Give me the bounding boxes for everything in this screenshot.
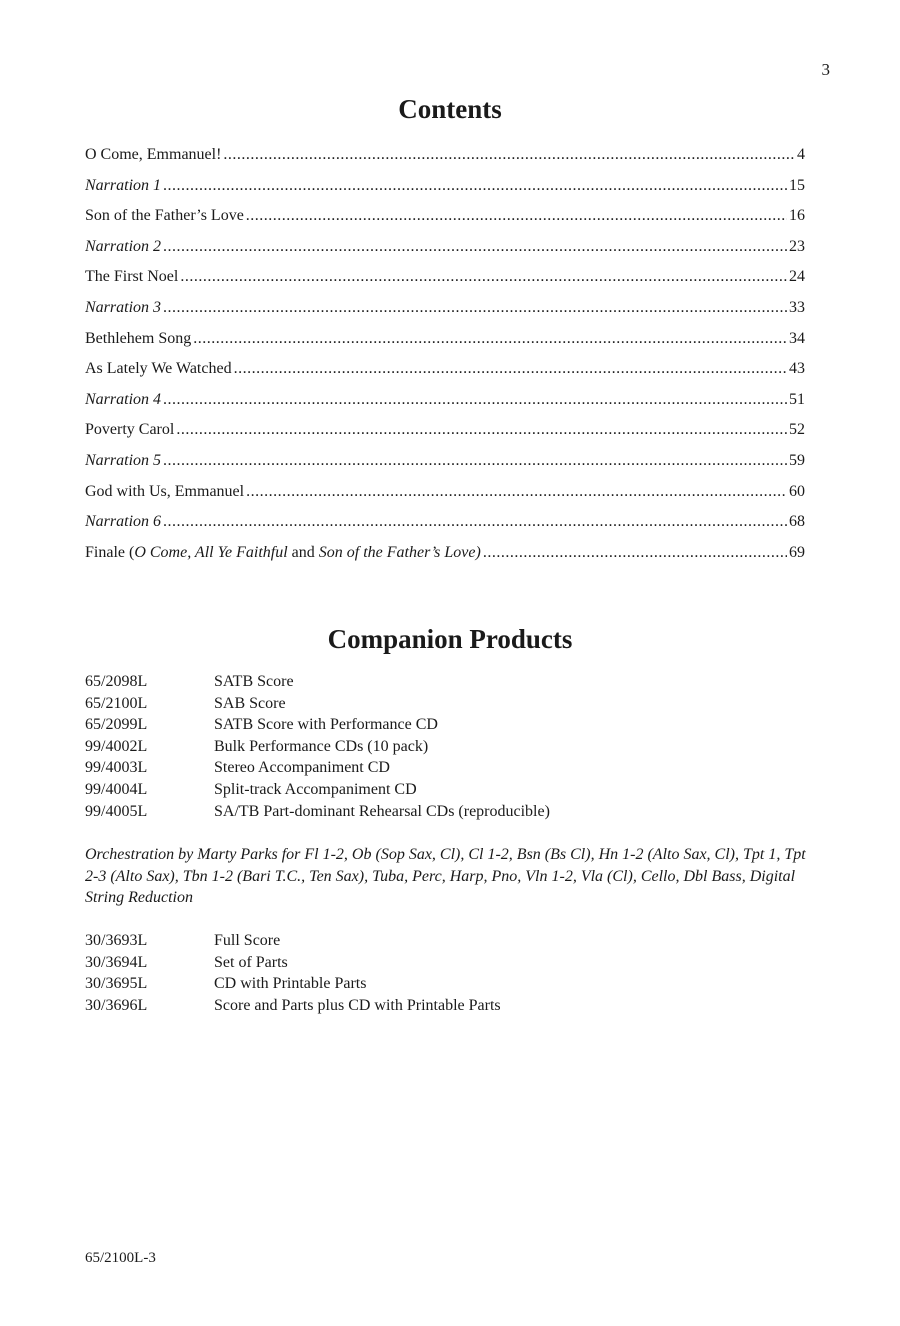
finale-part-1: O Come, All Ye Faithful — [134, 543, 288, 561]
toc-entry-title: Narration 2 — [85, 237, 162, 255]
toc-entry-title: The First Noel — [85, 268, 179, 286]
toc-entry-title: Son of the Father’s Love — [85, 207, 244, 225]
companion-products-heading: Companion Products — [327, 624, 573, 654]
toc-leader-dots — [246, 483, 787, 501]
toc-leader-dots — [163, 513, 787, 531]
toc-entry-page: 60 — [789, 482, 805, 500]
product-code: 30/3696L — [85, 996, 148, 1014]
toc-leader-dots — [163, 452, 787, 470]
toc-entry-title: Bethlehem Song — [85, 329, 192, 347]
product-row — [85, 757, 815, 779]
toc-entry-page: 23 — [789, 237, 805, 255]
page-number: 3 — [821, 60, 830, 79]
toc-entry-title: O Come, Emmanuel! — [85, 146, 222, 163]
product-code: 99/4004L — [85, 780, 148, 798]
product-description: Full Score — [214, 932, 281, 949]
product-code: 65/2100L — [85, 694, 148, 712]
product-row — [85, 952, 815, 974]
toc-entry-title: Narration 3 — [85, 298, 162, 316]
toc-leader-dots — [223, 146, 795, 164]
toc-leader-dots — [246, 207, 787, 225]
toc-entry-page: 69 — [789, 543, 805, 561]
toc-entry-page: 52 — [789, 421, 805, 439]
product-row — [85, 736, 815, 758]
product-description: Bulk Performance CDs (10 pack) — [214, 737, 429, 755]
product-code: 65/2099L — [85, 716, 148, 734]
product-row — [85, 930, 815, 952]
toc-entry-page: 43 — [789, 360, 805, 378]
product-description: SATB Score with Performance CD — [214, 716, 438, 734]
toc-entry — [85, 146, 805, 177]
toc-entry — [85, 360, 805, 391]
toc-leader-dots — [163, 177, 787, 195]
product-code: 65/2098L — [85, 673, 148, 690]
table-of-contents — [85, 146, 805, 574]
toc-entry — [85, 483, 805, 514]
toc-entry-page: 68 — [789, 513, 805, 531]
toc-entry-title: Poverty Carol — [85, 421, 175, 439]
product-row — [85, 801, 815, 823]
toc-entry — [85, 299, 805, 330]
toc-entry-page: 24 — [789, 268, 805, 286]
toc-entry-title: Narration 5 — [85, 451, 162, 469]
product-description: CD with Printable Parts — [214, 975, 367, 993]
orchestration-note: Orchestration by Marty Parks for Fl 1-2, Ob (Sop Sax, Cl), Cl 1-2, Bsn (Bs Cl), Hn 1-2 (Alto Sax, Cl), Tpt 1, Tpt 2-3 (Alto Sax), Tbn 1-2 (Bari T.C., Ten Sax), Tuba, Perc, Harp, Pno, Vln 1-2, Vla (Cl), Cello, Dbl Bass, Digital String Reduction — [85, 846, 806, 907]
finale-prefix: Finale ( — [85, 543, 135, 561]
product-code: 99/4005L — [85, 802, 148, 820]
product-row — [85, 995, 815, 1017]
product-description: Split-track Accompaniment CD — [214, 780, 417, 798]
product-description: Stereo Accompaniment CD — [214, 759, 390, 777]
toc-entry-page: 15 — [789, 176, 805, 194]
toc-entry-title: Narration 6 — [85, 513, 162, 531]
toc-entry — [85, 391, 805, 422]
toc-entry-finale — [85, 544, 805, 575]
product-description: Set of Parts — [214, 953, 288, 971]
product-row — [85, 693, 815, 715]
toc-entry — [85, 268, 805, 299]
toc-entry — [85, 238, 805, 269]
product-description: SAB Score — [214, 694, 286, 712]
toc-entry-page: 59 — [789, 451, 805, 469]
toc-leader-dots — [483, 544, 787, 562]
toc-entry-title: Narration 1 — [85, 176, 162, 194]
toc-entry — [85, 452, 805, 483]
footer-product-code: 65/2100L-3 — [85, 1250, 156, 1266]
toc-entry-title: As Lately We Watched — [85, 360, 232, 378]
product-description: SATB Score — [214, 673, 294, 690]
toc-entry — [85, 513, 805, 544]
finale-connector: and — [287, 543, 319, 561]
toc-leader-dots — [180, 268, 787, 286]
contents-heading: Contents — [398, 94, 502, 124]
toc-entry-page: 4 — [797, 146, 805, 163]
product-row — [85, 779, 815, 801]
product-row — [85, 714, 815, 736]
product-row — [85, 973, 815, 995]
finale-part-2: Son of the Father’s Love) — [318, 543, 481, 561]
toc-leader-dots — [193, 330, 787, 348]
companion-products-list — [85, 671, 815, 822]
product-row — [85, 671, 815, 693]
toc-entry — [85, 330, 805, 361]
product-description: SA/TB Part-dominant Rehearsal CDs (reproducible) — [214, 802, 550, 820]
toc-entry-page: 16 — [789, 207, 805, 225]
toc-leader-dots — [163, 238, 787, 256]
toc-entry — [85, 421, 805, 452]
product-code: 30/3694L — [85, 953, 148, 971]
product-code: 30/3695L — [85, 975, 148, 993]
product-code: 99/4002L — [85, 737, 148, 755]
toc-entry — [85, 177, 805, 208]
toc-entry-title — [85, 544, 481, 562]
toc-entry-page: 51 — [789, 390, 805, 408]
toc-entry-title: Narration 4 — [85, 390, 162, 408]
product-code: 99/4003L — [85, 759, 148, 777]
toc-entry-title: God with Us, Emmanuel — [85, 482, 245, 500]
toc-leader-dots — [163, 299, 787, 317]
toc-leader-dots — [234, 360, 787, 378]
toc-leader-dots — [163, 391, 787, 409]
orchestra-products-list — [85, 930, 815, 1016]
product-description: Score and Parts plus CD with Printable Parts — [214, 996, 501, 1014]
product-code: 30/3693L — [85, 932, 148, 949]
toc-entry-page: 34 — [789, 329, 805, 347]
toc-entry-page: 33 — [789, 298, 805, 316]
toc-leader-dots — [176, 421, 787, 439]
toc-entry — [85, 207, 805, 238]
